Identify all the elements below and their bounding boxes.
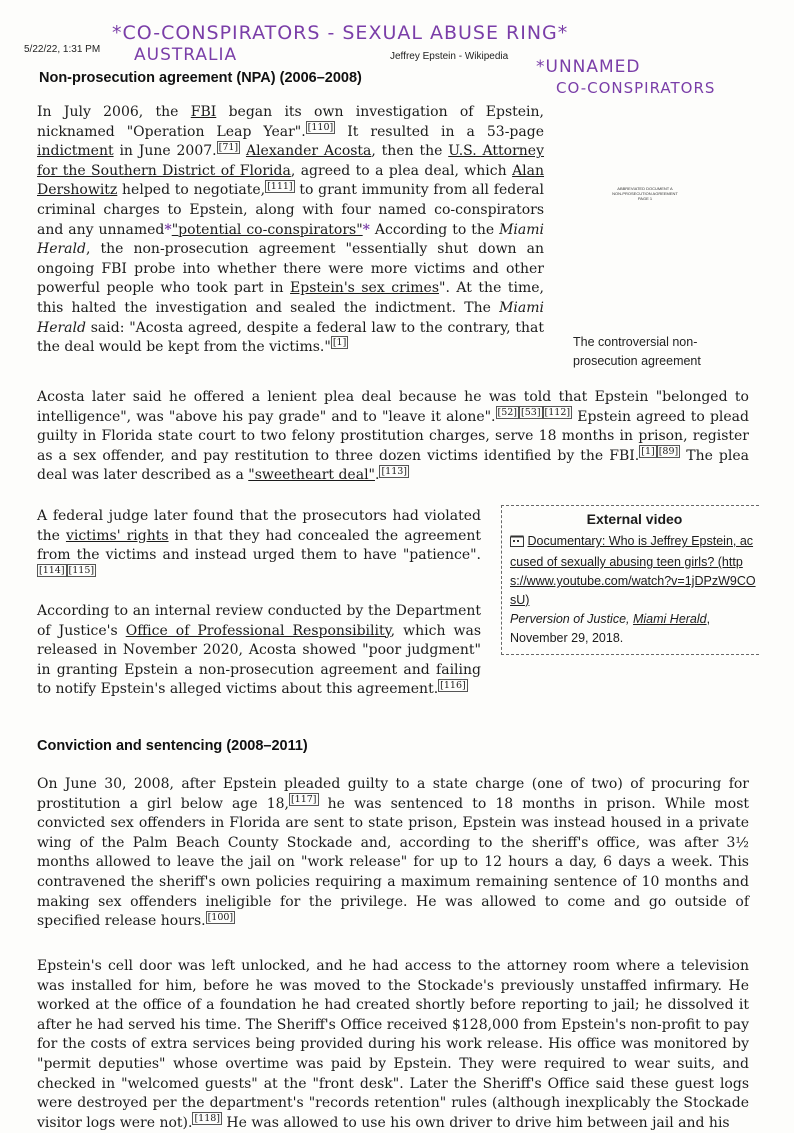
link-miami-herald[interactable]: Miami Herald <box>632 612 707 626</box>
miami-herald-italic: Miami Herald <box>37 221 544 258</box>
link-alexander-acosta[interactable]: Alexander Acosta <box>245 143 372 160</box>
citation[interactable]: [111] <box>267 180 293 192</box>
citation[interactable]: [71] <box>218 141 239 153</box>
image-text-line: NON-PROSECUTION AGREEMENT <box>612 191 678 196</box>
citation[interactable]: [100] <box>207 911 234 923</box>
external-video-link[interactable]: Documentary: Who is Jeffrey Epstein, accused of sexually abusing teen girls? (https://www.youtube.com/watch?v=1jDPzW9COsU) <box>510 534 756 607</box>
npa-paragraph-3: A federal judge later found that the prosecutors had violated the victims' rights in that they had concealed the agreement from the victims and instead urged them to have "patience".[114] [115] <box>37 508 481 577</box>
npa-paragraph-1: In July 2006, the FBI began its own investigation of Epstein, nicknamed "Operation Leap Year". [110] It resulted in a 53-page indictment in June 2007. [71] Alexander Acosta, then the U.S. Attorney for the Southern District of Florida, agreed to a plea deal, which Alan Dershowitz helped to negotiate, [111] to grant immunity from all federal criminal charges to Epstein, along with four named co-conspirators and any unnamed*"potential co-conspirators"* According to the Miami Herald, the non-prosecution agreement "essentially shut down an ongoing FBI probe into whether there were more victims and other powerful people who took part in Epstein's sex crimes". At the time, this halted the investigation and sealed the indictment. The Miami Herald said: "Acosta agreed, despite a federal law to the contrary, that the deal would be kept from the victims." [1] <box>37 104 545 356</box>
image-caption: The controversial non-prosecution agreement <box>573 335 701 368</box>
link-sweetheart-deal[interactable]: "sweetheart deal" <box>248 467 375 484</box>
handwritten-star: * <box>164 221 172 238</box>
conviction-paragraph-2: Epstein's cell door was left unlocked, and he had access to the attorney room where a television was installed for him, before he was moved to the Stockade's previously unstaffed infirmary. He worked at the office of a foundation he had created shortly before reporting to jail; he dissolved it after he had served his time. The Sheriff's Office received $128,000 from Epstein's non-profit to pay for the costs of extra services being provided during his work release. His office was monitored by "permit deputies" whose overtime was paid by Epstein. They were required to wear suits, and checked in "welcomed guests" at the "front desk". Later the Sheriff's Office said these guest logs were destroyed per the department's "records retention" rules (although inexplicably the Stockade visitor logs were not). [118] He was allowed to use his own driver to drive him between jail and his <box>37 958 749 1131</box>
handwritten-note-australia: AUSTRALIA <box>134 45 238 65</box>
npa-document-image[interactable] <box>590 186 700 201</box>
image-text-line: PAGE 1 <box>637 196 653 201</box>
citation[interactable]: [117] <box>290 793 317 805</box>
link-us-attorney[interactable]: U.S. Attorney for the Southern District of Florida <box>37 143 545 179</box>
link-victims-rights[interactable]: victims' rights <box>65 527 169 544</box>
external-video-box: External video Documentary: Who is Jeffrey Epstein, accused of sexually abusing teen girls? (https://www.youtube.com/watch?v=1jDPzW9COsU) Perversion of Justice, Miami Herald, November 29, 2018. <box>501 505 759 655</box>
link-office-of-professional-responsibility[interactable]: Office of Professional Responsibility <box>125 622 391 639</box>
film-icon <box>510 534 524 553</box>
image-text-line: ABBREVIATED DOCUMENT A <box>617 186 673 191</box>
handwritten-star: * <box>362 221 370 238</box>
citation[interactable]: [113] <box>381 465 407 477</box>
link-alan-dershowitz[interactable]: Alan Dershowitz <box>37 162 545 199</box>
section-heading-npa: Non-prosecution agreement (NPA) (2006–2008) <box>39 70 362 86</box>
miami-herald-italic: Miami Herald <box>37 299 544 336</box>
conviction-paragraph-1: On June 30, 2008, after Epstein pleaded guilty to a state charge (one of two) of procuring for prostitution a girl below age 18, [117] he was sentenced to 18 months in prison. While most convicted sex offenders in Florida are sent to state prison, Epstein was instead housed in a private wing of the Palm Beach County Stockade and, according to the sheriff's office, was after 3½ months allowed to leave the jail on "work release" for up to 12 hours a day, 6 days a week. This contravened the sheriff's own policies requiring a maximum remaining sentence of 10 months and making sex offenders ineligible for the privilege. He was allowed to come and go outside of specified release hours. [100] <box>37 776 750 930</box>
video-source-title: Perversion of Justice <box>510 612 627 626</box>
print-datetime: 5/22/22, 1:31 PM <box>24 44 101 55</box>
npa-paragraph-4: According to an internal review conducted by the Department of Justice's Office of Professional Responsibility, which was released in November 2020, Acosta showed "poor judgment" in granting Epstein a non-prosecution agreement and failing to notify Epstein's alleged victims about this agreement. [116] <box>37 603 481 698</box>
link-epstein-sex-crimes[interactable]: Epstein's sex crimes <box>290 280 440 297</box>
citation[interactable]: [115] <box>68 565 95 577</box>
citation[interactable]: [110] <box>307 121 334 133</box>
citation[interactable]: [114] <box>39 565 65 577</box>
section-heading-conviction: Conviction and sentencing (2008–2011) <box>37 738 308 754</box>
npa-paragraph-2: Acosta later said he offered a lenient plea deal because he was told that Epstein "belonged to intelligence", was "above his pay grade" and to "leave it alone". [52] [53] [112] Epstein agreed to plead guilty in Florida state court to two felony prostitution charges, serve 18 months in prison, register as a sex offender, and pay restitution to three dozen victims identified by the FBI. [1] [89] The plea deal was later described as a "sweetheart deal". [113] <box>37 389 749 484</box>
citation[interactable]: [116] <box>440 679 466 691</box>
citation[interactable]: [89] <box>658 446 679 458</box>
link-potential-co-conspirators[interactable]: "potential co-conspirators" <box>171 221 363 238</box>
print-page-title: Jeffrey Epstein - Wikipedia <box>390 51 509 62</box>
citation[interactable]: [118] <box>194 1113 220 1125</box>
handwritten-note-unnamed: *UNNAMED <box>536 57 641 77</box>
link-fbi[interactable]: FBI <box>190 104 217 120</box>
citation[interactable]: [52] <box>497 406 518 418</box>
citation[interactable]: [1] <box>332 337 347 349</box>
citation[interactable]: [112] <box>544 406 571 418</box>
link-indictment[interactable]: indictment <box>37 143 114 160</box>
handwritten-note-coconspirators: CO-CONSPIRATORS <box>556 79 716 97</box>
external-video-title: External video <box>586 511 683 527</box>
citation[interactable]: [1] <box>641 446 655 458</box>
citation[interactable]: [53] <box>521 406 541 418</box>
handwritten-note-ring: *CO-CONSPIRATORS - SEXUAL ABUSE RING* <box>112 22 569 44</box>
video-date: , November 29, 2018. <box>510 612 711 645</box>
